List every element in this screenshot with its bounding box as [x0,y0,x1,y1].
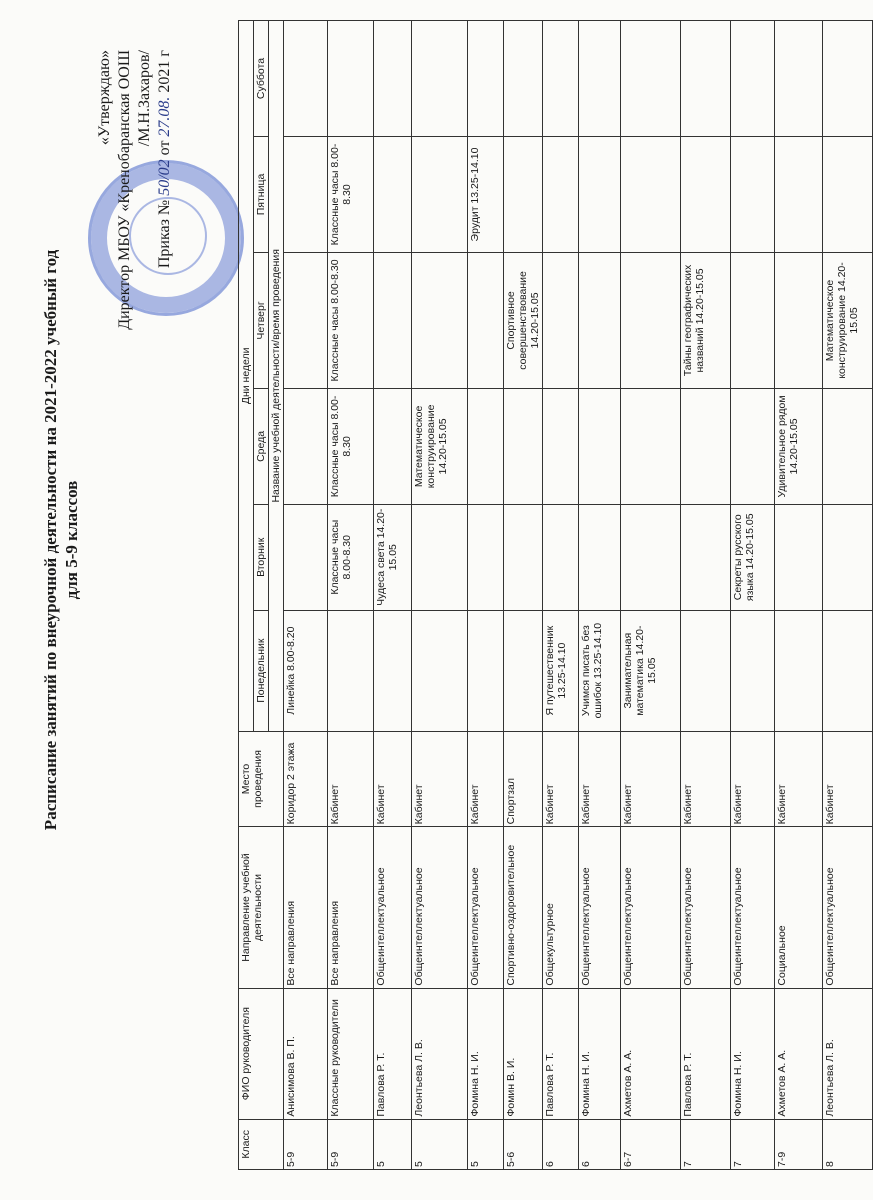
class-cell: 5-9 [284,1119,328,1169]
day-cell [681,610,731,731]
day-cell [731,21,775,137]
day-cell [468,252,504,388]
place-cell: Спортзал [504,731,543,827]
day-cell: Классные часы 8.00-8.30 [328,252,374,388]
table-row [621,21,681,1170]
day-cell: Классные часы 8.00-8.30 [328,137,374,253]
table-row [579,21,621,1170]
fio-cell: Павлова Р. Т. [681,988,731,1119]
class-cell: 5 [374,1119,412,1169]
day-cell: Математическое конструирование 14.20-15.05 [823,252,873,388]
day-cell [543,388,579,504]
table-row [412,21,468,1170]
day-cell: Классные часы 8.00-8.30 [328,388,374,504]
place-cell: Кабинет [412,731,468,827]
table-row [681,21,731,1170]
day-cell [468,21,504,137]
header-day: Суббота [254,21,269,137]
place-cell: Кабинет [468,731,504,827]
day-cell [823,504,873,610]
day-cell [579,504,621,610]
direction-cell: Общеинтеллектуальное [681,827,731,988]
day-cell [284,504,328,610]
direction-cell: Общеинтеллектуальное [579,827,621,988]
header-name-time: Название учебной деятельности/время проведения [269,21,284,732]
day-cell: Спортивное совершенствование 14.20-15.05 [504,252,543,388]
fio-cell: Ахметов А. А. [775,988,823,1119]
day-cell [504,504,543,610]
class-cell: 7 [681,1119,731,1169]
header-fio: ФИО руководителя [239,988,284,1119]
fio-cell: Фомина Н. И. [579,988,621,1119]
day-cell [543,137,579,253]
direction-cell: Общеинтеллектуальное [412,827,468,988]
header-day: Среда [254,388,269,504]
day-cell: Эрудит 13.25-14.10 [468,137,504,253]
class-cell: 7 [731,1119,775,1169]
day-cell: Тайны географических названий 14.20-15.05 [681,252,731,388]
direction-cell: Общекультурное [543,827,579,988]
day-cell [284,252,328,388]
day-cell [504,137,543,253]
header-day: Пятница [254,137,269,253]
approve-line-4: Приказ № 50/02 от 27.08. 2021 г [156,50,173,269]
day-cell [681,388,731,504]
day-cell [412,137,468,253]
header-days: Дни недели [239,21,254,732]
table-row [504,21,543,1170]
day-cell [468,504,504,610]
direction-cell: Социальное [775,827,823,988]
fio-cell: Павлова Р. Т. [374,988,412,1119]
day-cell [731,137,775,253]
day-cell [504,610,543,731]
fio-cell: Фомина Н. И. [731,988,775,1119]
table-row [731,21,775,1170]
day-cell [412,252,468,388]
day-cell [374,21,412,137]
day-cell [823,610,873,731]
fio-cell: Классные руководители [328,988,374,1119]
day-cell [374,610,412,731]
class-cell: 5-6 [504,1119,543,1169]
day-cell [543,504,579,610]
fio-cell: Леонтьева Л. В. [823,988,873,1119]
day-cell [504,388,543,504]
place-cell: Кабинет [579,731,621,827]
place-cell: Коридор 2 этажа [284,731,328,827]
fio-cell: Ахметов А. А. [621,988,681,1119]
day-cell [412,504,468,610]
day-cell [468,388,504,504]
class-cell: 6-7 [621,1119,681,1169]
header-direction: Направление учебной деятельности [239,827,284,988]
title-line-1: Расписание занятий по внеурочной деятельности на 2021-2022 учебный год [41,249,60,831]
day-cell [543,21,579,137]
direction-cell: Общеинтеллектуальное [374,827,412,988]
day-cell [284,137,328,253]
day-cell [775,504,823,610]
day-cell [731,388,775,504]
class-cell: 5-9 [328,1119,374,1169]
day-cell: Линейка 8.00-8.20 [284,610,328,731]
table-row [468,21,504,1170]
day-cell [374,137,412,253]
schedule-table [238,20,873,1170]
table-row [284,21,328,1170]
day-cell [621,252,681,388]
day-cell: Я путешественник 13.25-14.10 [543,610,579,731]
header-place: Место проведения [239,731,284,827]
day-cell [621,388,681,504]
place-cell: Кабинет [374,731,412,827]
order-number: 50/02 [156,159,173,196]
direction-cell: Спортивно-оздоровительное [504,827,543,988]
place-cell: Кабинет [731,731,775,827]
place-cell: Кабинет [823,731,873,827]
table-row [374,21,412,1170]
day-cell [775,137,823,253]
day-cell [823,21,873,137]
day-cell [579,137,621,253]
day-cell [681,137,731,253]
day-cell [374,388,412,504]
day-cell [284,21,328,137]
place-cell: Кабинет [681,731,731,827]
class-cell: 6 [579,1119,621,1169]
table-row [775,21,823,1170]
direction-cell: Все направления [284,827,328,988]
class-cell: 5 [468,1119,504,1169]
header-day: Понедельник [254,610,269,731]
day-cell [775,610,823,731]
place-cell: Кабинет [543,731,579,827]
day-cell [412,610,468,731]
approve-line-1: «Утверждаю» [96,50,113,146]
title-line-2: для 5-9 классов [62,480,81,600]
day-cell [374,252,412,388]
day-cell [579,388,621,504]
day-cell [823,137,873,253]
direction-cell: Общеинтеллектуальное [823,827,873,988]
approve-line-2: Директор МБОУ «Кренобаранская ООШ [116,50,133,330]
fio-cell: Павлова Р. Т. [543,988,579,1119]
day-cell [775,252,823,388]
day-cell [412,21,468,137]
day-cell: Удивительное рядом 14.20-15.05 [775,388,823,504]
day-cell: Учимся писать без ошибок 13.25-14.10 [579,610,621,731]
place-cell: Кабинет [328,731,374,827]
day-cell: Чудеса света 14.20-15.05 [374,504,412,610]
header-day: Вторник [254,504,269,610]
fio-cell: Фомин В. И. [504,988,543,1119]
table-row [328,21,374,1170]
fio-cell: Леонтьева Л. В. [412,988,468,1119]
day-cell [823,388,873,504]
order-date: 27.08. [156,96,173,137]
approve-line-3: /М.Н.Захаров/ [136,50,153,147]
class-cell: 6 [543,1119,579,1169]
day-cell: Секреты русского языка 14.20-15.05 [731,504,775,610]
day-cell [328,21,374,137]
class-cell: 8 [823,1119,873,1169]
fio-cell: Фомина Н. И. [468,988,504,1119]
approval-block [95,50,175,370]
direction-cell: Все направления [328,827,374,988]
day-cell: Классные часы 8.00-8.30 [328,504,374,610]
direction-cell: Общеинтеллектуальное [731,827,775,988]
day-cell [328,610,374,731]
table-row [543,21,579,1170]
day-cell [731,252,775,388]
day-cell [621,504,681,610]
day-cell [621,137,681,253]
document-title [40,190,82,890]
day-cell [681,21,731,137]
day-cell [468,610,504,731]
day-cell [504,21,543,137]
header-class: Класс [239,1119,284,1169]
class-cell: 7-9 [775,1119,823,1169]
place-cell: Кабинет [621,731,681,827]
day-cell [681,504,731,610]
day-cell [543,252,579,388]
day-cell: Математическое конструирование 14.20-15.05 [412,388,468,504]
day-cell [579,252,621,388]
header-day: Четверг [254,252,269,388]
table-row [823,21,873,1170]
day-cell [579,21,621,137]
direction-cell: Общеинтеллектуальное [468,827,504,988]
day-cell [621,21,681,137]
day-cell [731,610,775,731]
direction-cell: Общеинтеллектуальное [621,827,681,988]
fio-cell: Анисимова В. П. [284,988,328,1119]
day-cell [284,388,328,504]
place-cell: Кабинет [775,731,823,827]
day-cell [775,21,823,137]
class-cell: 5 [412,1119,468,1169]
day-cell: Занимательная математика 14.20-15.05 [621,610,681,731]
